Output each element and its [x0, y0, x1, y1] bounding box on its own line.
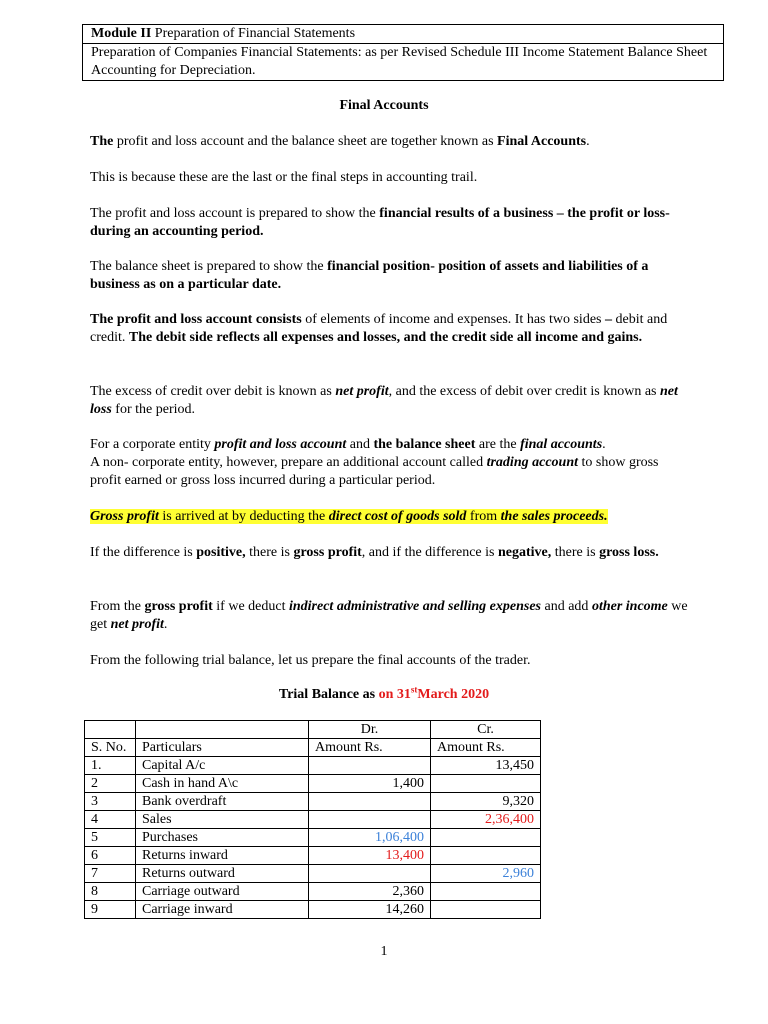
table-row: 1. Capital A/c 13,450	[85, 757, 541, 775]
paragraph-final-steps: This is because these are the last or the final steps in accounting trail.	[90, 170, 478, 185]
dr-amount-header: Amount Rs.	[309, 739, 431, 757]
table-row: 5 Purchases 1,06,400	[85, 829, 541, 847]
paragraph-balance-sheet-purpose: The balance sheet is prepared to show the financial position- position of assets and liabilities of a business as on a particular date.	[90, 259, 649, 292]
module-title-cell	[83, 25, 724, 44]
module-description-cell: Preparation of Companies Financial Statements: as per Revised Schedule III Income Statement Balance Sheet Accounting for Depreciation.	[83, 44, 724, 81]
module-name: Preparation of Financial Statements	[151, 26, 356, 41]
paragraph-net-profit-loss: The excess of credit over debit is known as net profit, and the excess of debit over credit is known as net loss for the period.	[90, 384, 678, 417]
module-header-table	[82, 24, 724, 81]
paragraph-gross-profit-highlight: Gross profit is arrived at by deducting the direct cost of goods sold from the sales proceeds.	[90, 509, 608, 524]
paragraph-net-profit-derivation: From the gross profit if we deduct indirect administrative and selling expenses and add other income we get net profit.	[90, 599, 688, 632]
paragraph-corporate-entity: For a corporate entity profit and loss account and the balance sheet are the final accounts. A non- corporate entity, however, prepare an additional account called trading account to show gross profit earned or gross loss incurred during a particular period.	[90, 437, 659, 488]
module-label: Module II	[91, 26, 152, 41]
page-title: Final Accounts	[339, 98, 429, 113]
cr-header: Cr.	[431, 721, 541, 739]
page-number: 1	[380, 944, 388, 959]
table-header-row	[85, 739, 541, 757]
dr-header: Dr.	[309, 721, 431, 739]
table-row: 4 Sales 2,36,400	[85, 811, 541, 829]
table-row: 9 Carriage inward 14,260	[85, 901, 541, 919]
paragraph-final-accounts: The profit and loss account and the balance sheet are together known as Final Accounts.	[90, 134, 590, 149]
table-row: 2 Cash in hand A\c 1,400	[85, 775, 541, 793]
trial-balance-table	[84, 720, 541, 919]
table-header-row	[85, 721, 541, 739]
table-row: 6 Returns inward 13,400	[85, 847, 541, 865]
cr-amount-header: Amount Rs.	[431, 739, 541, 757]
table-row: 7 Returns outward 2,960	[85, 865, 541, 883]
table-row: 8 Carriage outward 2,360	[85, 883, 541, 901]
paragraph-difference: If the difference is positive, there is gross profit, and if the difference is negative, there is gross loss.	[90, 545, 659, 560]
sno-header: S. No.	[85, 739, 136, 757]
paragraph-profit-loss-purpose: The profit and loss account is prepared to show the financial results of a business – the profit or loss- during an accounting period.	[90, 206, 670, 239]
paragraph-trial-balance-intro: From the following trial balance, let us prepare the final accounts of the trader.	[90, 653, 531, 668]
particulars-header: Particulars	[136, 739, 309, 757]
paragraph-profit-loss-sides: The profit and loss account consists of elements of income and expenses. It has two sides – debit and credit. The debit side reflects all expenses and losses, and the credit side all income and gains.	[90, 312, 668, 345]
table-row: 3 Bank overdraft 9,320	[85, 793, 541, 811]
trial-balance-title: Trial Balance as on 31stMarch 2020	[278, 684, 490, 702]
